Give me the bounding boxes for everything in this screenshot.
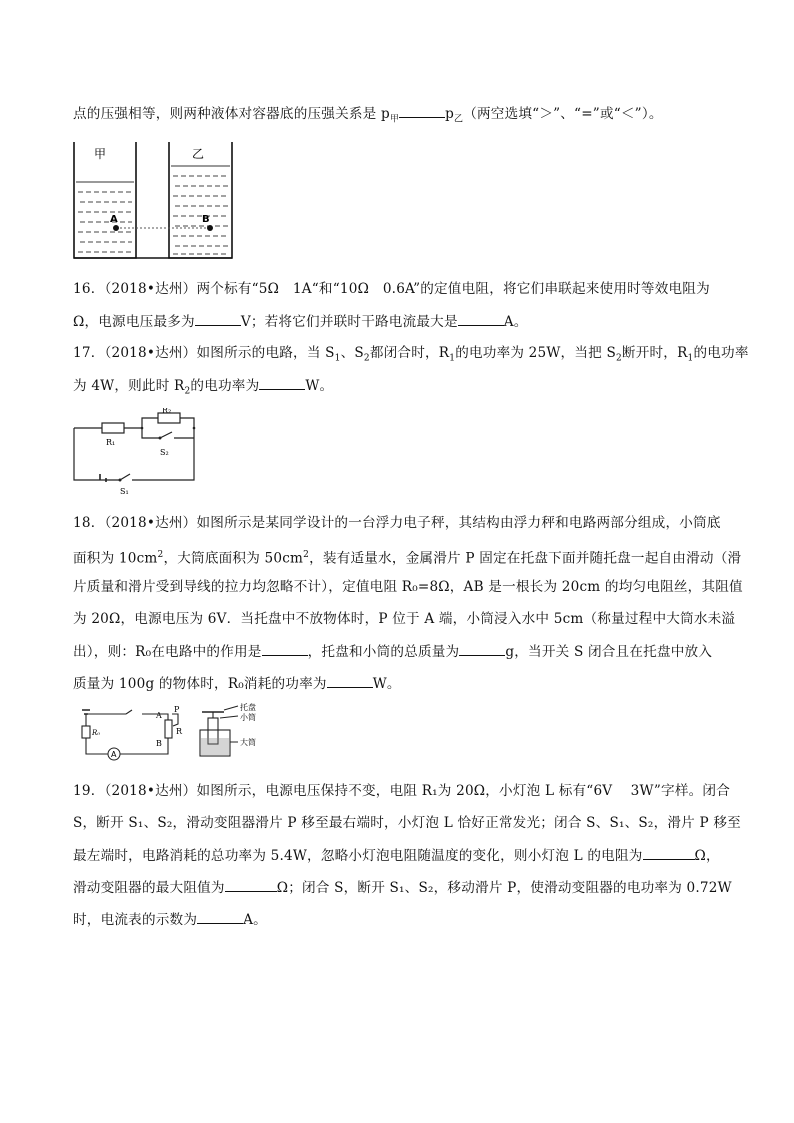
label-a: A [110,214,118,225]
ammeter-label: A [111,750,117,759]
q18-scale-figure [72,702,292,764]
r0-label: R₀ [92,729,101,737]
q18-line-3: 片质量和滑片受到导线的拉力均忽略不计），定值电阻 R₀=8Ω，AB 是一根长为 20cm 的均匀电阻丝，其阻值 [73,579,743,595]
q17-line-2: 为 4W，则此时 $R_2$的电功率为 W。 [73,378,334,397]
r-label: R [176,727,183,736]
q18-blank-3[interactable] [327,674,373,688]
r1-label: R₁ [106,438,116,447]
q15-text-c: （两空选填“＞”、“=”或“＜”）。 [463,106,663,122]
q19-blank-2[interactable] [225,878,277,892]
q15-containers-figure [72,140,240,260]
small-label: 小筒 [240,713,256,722]
a-label: A [156,711,162,720]
q18-line-2: 面积为 $10cm^2$，大筒底面积为 $50cm^2$，装有适量水，金属滑片 P 固定在托盘下面并随托盘一起自由滑动（滑 [73,550,742,567]
q16-text-c: A。 [503,314,528,330]
switch-s2 [160,432,172,438]
q16-blank-3[interactable] [458,312,504,326]
b-label: B [156,739,162,748]
tray-label: 托盘 [240,703,256,712]
s2-label: S₂ [160,448,169,457]
big-label: 大筒 [240,738,256,747]
resistor-ab [165,720,172,738]
point-b-marker [207,225,213,231]
q16-text-a: Ω，电源电压最多为 [73,314,195,330]
r2-label: R₂ [162,408,172,415]
q15-sub-a: 甲 [389,114,400,125]
q15-text-a: 点的压强相等，则两种液体对容器底的压强关系是 p [73,106,390,122]
q18-blank-2[interactable] [459,642,505,656]
q18-blank-1[interactable] [262,642,308,656]
q16-blank-2[interactable] [195,312,241,326]
q16-line-2 [73,312,528,331]
q19-line-1: 19．（2018•达州）如图所示，电源电压保持不变，电阻 R₁为 20Ω，小灯泡 L 标有“6V 3W”字样。闭合 [73,783,731,799]
q17-blank[interactable] [259,376,305,390]
q15-text [73,104,663,129]
q16-text-b: V；若将它们并联时干路电流最大是 [240,314,458,330]
p-label: P [174,705,180,714]
q18-line-6: 质量为 100g 的物体时，R₀消耗的功率为 W。 [73,676,401,692]
r1-resistor [102,423,124,433]
switch-s1 [120,474,130,480]
label-yi: 乙 [192,147,205,161]
battery [82,710,90,714]
q19-line-4: 滑动变阻器的最大阻值为 Ω；闭合 S，断开 S₁、S₂，移动滑片 P，使滑动变阻器的电功率为 0.72W [73,880,732,896]
label-jia: 甲 [94,147,107,161]
q18-line-1: 18．（2018•达州）如图所示是某同学设计的一台浮力电子秤，其结构由浮力秤和电路两部分组成，小筒底 [73,515,721,531]
q19-line-2: S，断开 S₁、S₂，滑动变阻器滑片 P 移至最右端时，小灯泡 L 恰好正常发光；闭合 S、S₁、S₂，滑片 P 移至 [73,815,741,831]
r0-resistor [82,726,90,738]
q19-blank-3[interactable] [197,910,243,924]
q17-line-1: 17．（2018•达州）如图所示的电路，当 $S_1$、$S_2$都闭合时，$R_1$的电功率为 25W，当把 $S_2$断开时，$R_1$的电功率 [73,345,749,364]
q15-text-b: p [445,106,454,122]
point-a-marker [113,225,119,231]
q15-blank-1[interactable] [399,104,445,118]
s1-label: S₁ [120,487,129,496]
q19-line-3: 最左端时，电路消耗的总功率为 5.4W，忽略小灯泡电阻随温度的变化，则小灯泡 L 的电阻为 Ω， [73,848,720,864]
q15-sub-b: 乙 [454,114,464,125]
q19-line-5: 时，电流表的示数为 A。 [73,912,267,928]
q17-circuit-figure [72,408,202,498]
q18-line-4: 为 20Ω，电源电压为 6V．当托盘中不放物体时，P 位于 A 端，小筒浸入水中 5cm（称量过程中大筒水未溢 [73,611,736,627]
label-b: B [202,214,210,225]
q18-line-5: 出），则：R₀在电路中的作用是 ，托盘和小筒的总质量为 g，当开关 S 闭合且在托盘中放入 [73,644,713,660]
q16-line-1: 16．（2018•达州）两个标有“5Ω 1A“和“10Ω 0.6A”的定值电阻，将它们串联起来使用时等效电阻为 [73,281,710,297]
q19-blank-1[interactable] [643,846,695,860]
